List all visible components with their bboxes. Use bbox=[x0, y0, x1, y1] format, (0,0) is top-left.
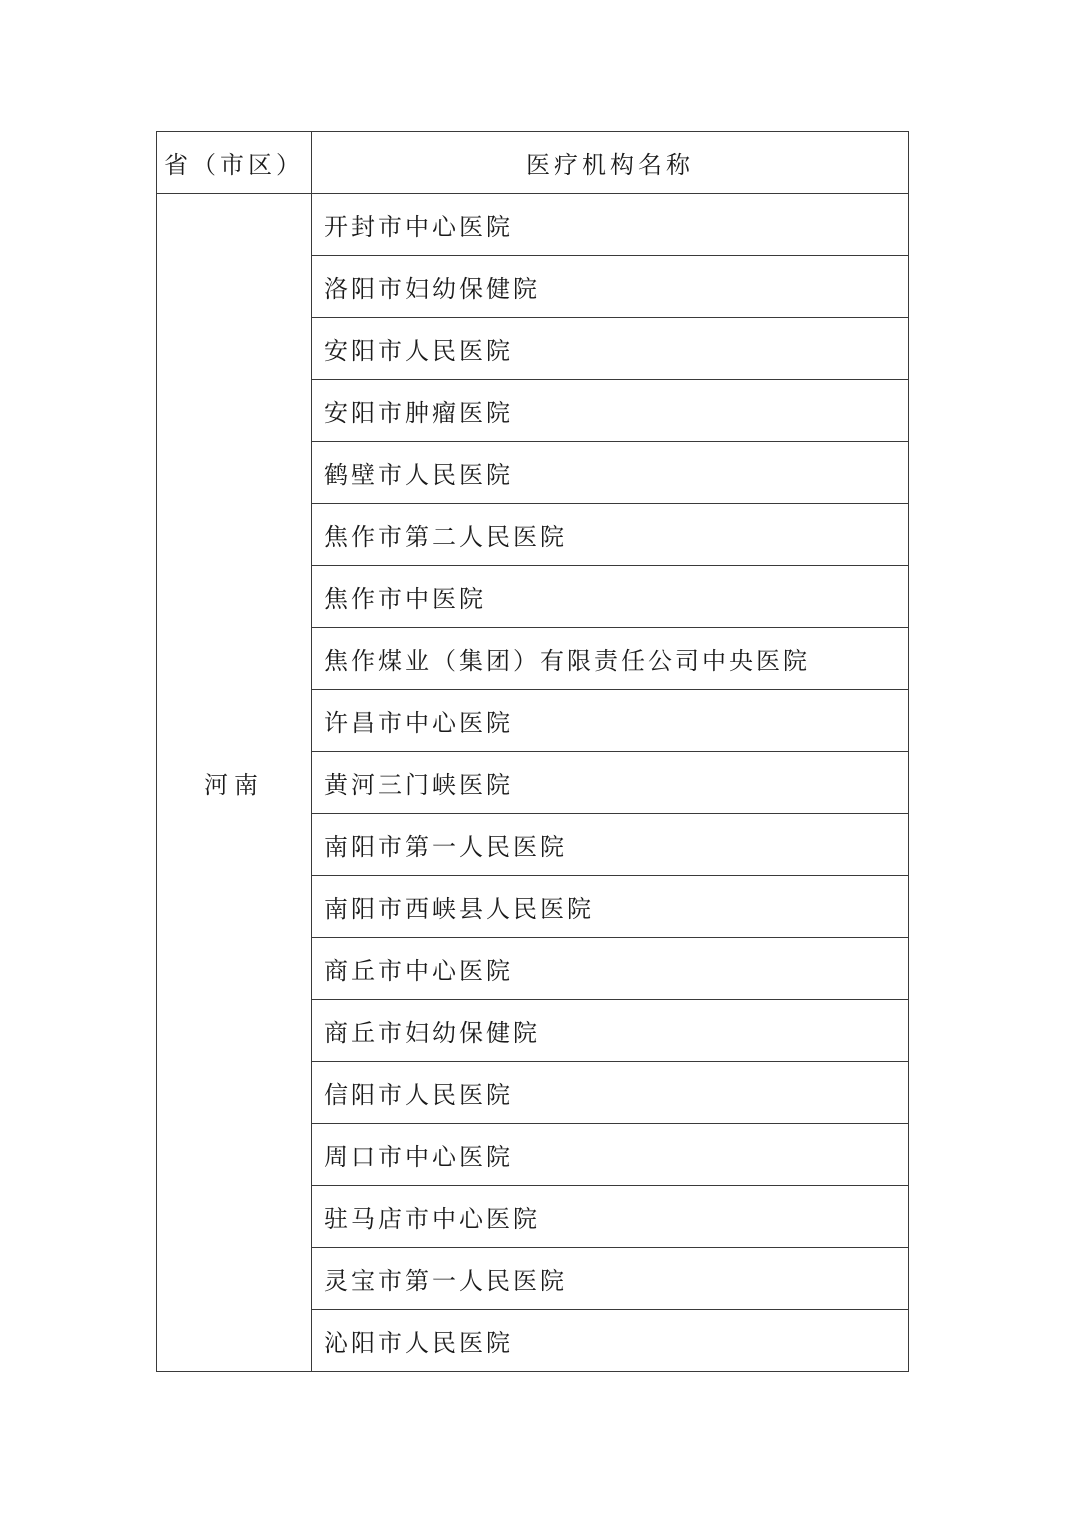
table-row bbox=[157, 194, 909, 256]
hospital-name-cell: 南阳市西峡县人民医院 bbox=[312, 876, 909, 938]
hospital-table bbox=[156, 131, 909, 1372]
hospital-name-cell: 灵宝市第一人民医院 bbox=[312, 1248, 909, 1310]
hospital-name-cell: 周口市中心医院 bbox=[312, 1124, 909, 1186]
header-institution: 医疗机构名称 bbox=[312, 132, 909, 194]
hospital-name-cell: 安阳市肿瘤医院 bbox=[312, 380, 909, 442]
hospital-name-cell: 驻马店市中心医院 bbox=[312, 1186, 909, 1248]
hospital-name-cell: 许昌市中心医院 bbox=[312, 690, 909, 752]
hospital-name-cell: 黄河三门峡医院 bbox=[312, 752, 909, 814]
hospital-name-cell: 商丘市中心医院 bbox=[312, 938, 909, 1000]
hospital-name-cell: 焦作煤业（集团）有限责任公司中央医院 bbox=[312, 628, 909, 690]
hospital-name-cell: 沁阳市人民医院 bbox=[312, 1310, 909, 1372]
hospital-name-cell: 信阳市人民医院 bbox=[312, 1062, 909, 1124]
header-province: 省（市区） bbox=[157, 132, 312, 194]
table-body bbox=[157, 194, 909, 1372]
hospital-name-cell: 焦作市中医院 bbox=[312, 566, 909, 628]
province-cell: 河南 bbox=[157, 194, 312, 1372]
hospital-name-cell: 鹤壁市人民医院 bbox=[312, 442, 909, 504]
hospital-name-cell: 南阳市第一人民医院 bbox=[312, 814, 909, 876]
hospital-name-cell: 商丘市妇幼保健院 bbox=[312, 1000, 909, 1062]
header-row bbox=[157, 132, 909, 194]
hospital-name-cell: 洛阳市妇幼保健院 bbox=[312, 256, 909, 318]
table-header bbox=[157, 132, 909, 194]
hospital-name-cell: 焦作市第二人民医院 bbox=[312, 504, 909, 566]
hospital-name-cell: 安阳市人民医院 bbox=[312, 318, 909, 380]
hospital-name-cell: 开封市中心医院 bbox=[312, 194, 909, 256]
